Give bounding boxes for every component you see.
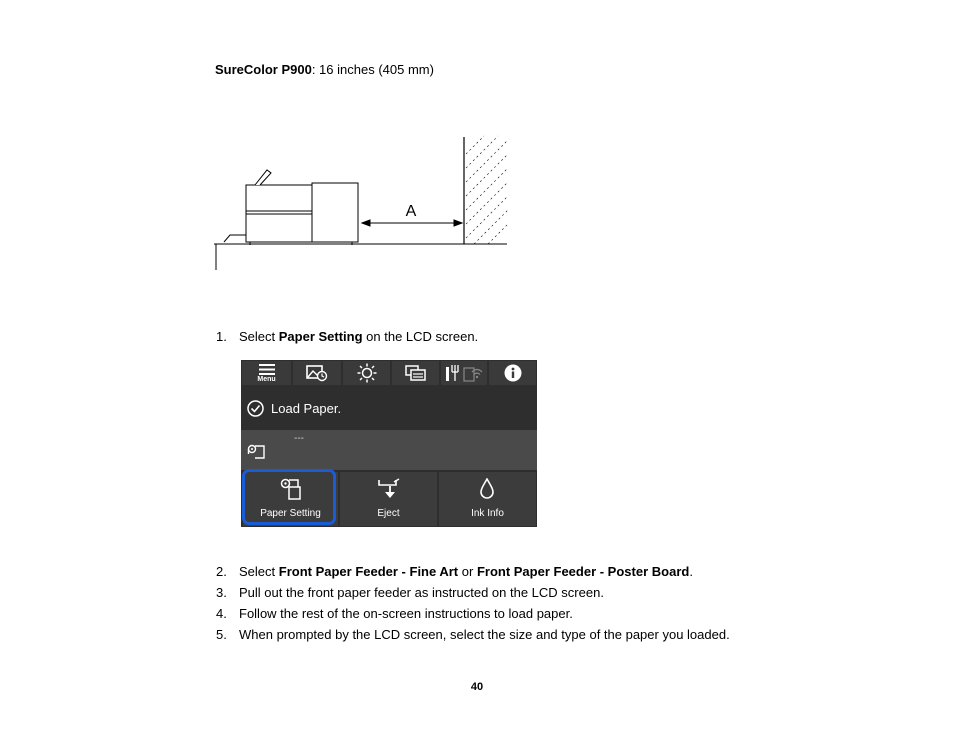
brightness-button[interactable]	[343, 361, 390, 385]
selection-highlight	[242, 469, 336, 525]
step-number: 1.	[216, 329, 227, 344]
lcd-screen	[241, 360, 537, 527]
paper-source-row[interactable]	[241, 430, 537, 470]
info-button[interactable]	[489, 361, 536, 385]
distance-label: A	[405, 203, 417, 220]
ink-info-label: Ink Info	[471, 508, 504, 519]
step-bold: Front Paper Feeder - Fine Art	[278, 564, 459, 579]
step-text: Pull out the front paper feeder as instructed on the LCD screen.	[239, 585, 604, 600]
info-icon	[504, 364, 522, 382]
eject-button[interactable]	[340, 472, 437, 526]
step-number: 5.	[216, 627, 227, 642]
check-circle-icon	[247, 400, 264, 417]
status-row	[241, 388, 537, 429]
step-text: Select	[239, 329, 279, 344]
intro-line	[215, 62, 434, 78]
distance-arrow	[362, 220, 462, 226]
menu-icon	[259, 364, 275, 375]
paper-source-icon	[247, 444, 266, 459]
menu-label: Menu	[257, 375, 276, 383]
model-spec: : 16 inches (405 mm)	[311, 62, 434, 77]
step-text: on the LCD screen.	[362, 329, 479, 344]
step-text: Select	[239, 564, 279, 579]
menu-button[interactable]	[242, 361, 291, 385]
page-number: 40	[470, 681, 484, 693]
step-3	[216, 585, 604, 601]
step-4	[216, 606, 573, 622]
wall-hatch	[466, 136, 508, 244]
step-text: When prompted by the LCD screen, select the size and type of the paper you loaded.	[239, 627, 730, 642]
model-name: SureColor P900	[215, 62, 312, 77]
image-settings-button[interactable]	[293, 361, 341, 385]
paper-tray-button[interactable]	[392, 361, 439, 385]
step-number: 3.	[216, 585, 227, 600]
paper-tray-icon	[405, 365, 427, 381]
brightness-icon	[357, 363, 377, 383]
wifi-icon	[463, 364, 483, 382]
step-number: 4.	[216, 606, 227, 621]
paper-setting-label: Paper Setting	[260, 508, 321, 519]
step-1	[216, 329, 478, 345]
printer-illustration	[224, 170, 358, 245]
eject-icon	[378, 478, 400, 500]
ink-drop-icon	[479, 478, 495, 500]
status-text: Load Paper.	[271, 401, 342, 416]
ink-info-button[interactable]	[439, 472, 536, 526]
step-text: Follow the rest of the on-screen instructions to load paper.	[239, 606, 573, 621]
step-number: 2.	[216, 564, 227, 579]
image-settings-icon	[306, 364, 328, 382]
maintenance-icon	[445, 364, 459, 382]
eject-label: Eject	[377, 508, 400, 519]
step-text: .	[689, 564, 693, 579]
maintenance-wifi-button[interactable]	[441, 361, 487, 385]
step-text: or	[458, 564, 477, 579]
clearance-diagram	[210, 134, 510, 274]
step-bold: Front Paper Feeder - Poster Board	[476, 564, 690, 579]
step-5	[216, 627, 730, 643]
paper-source-value: ---	[294, 433, 304, 444]
step-bold: Paper Setting	[278, 329, 363, 344]
step-2	[216, 564, 693, 580]
